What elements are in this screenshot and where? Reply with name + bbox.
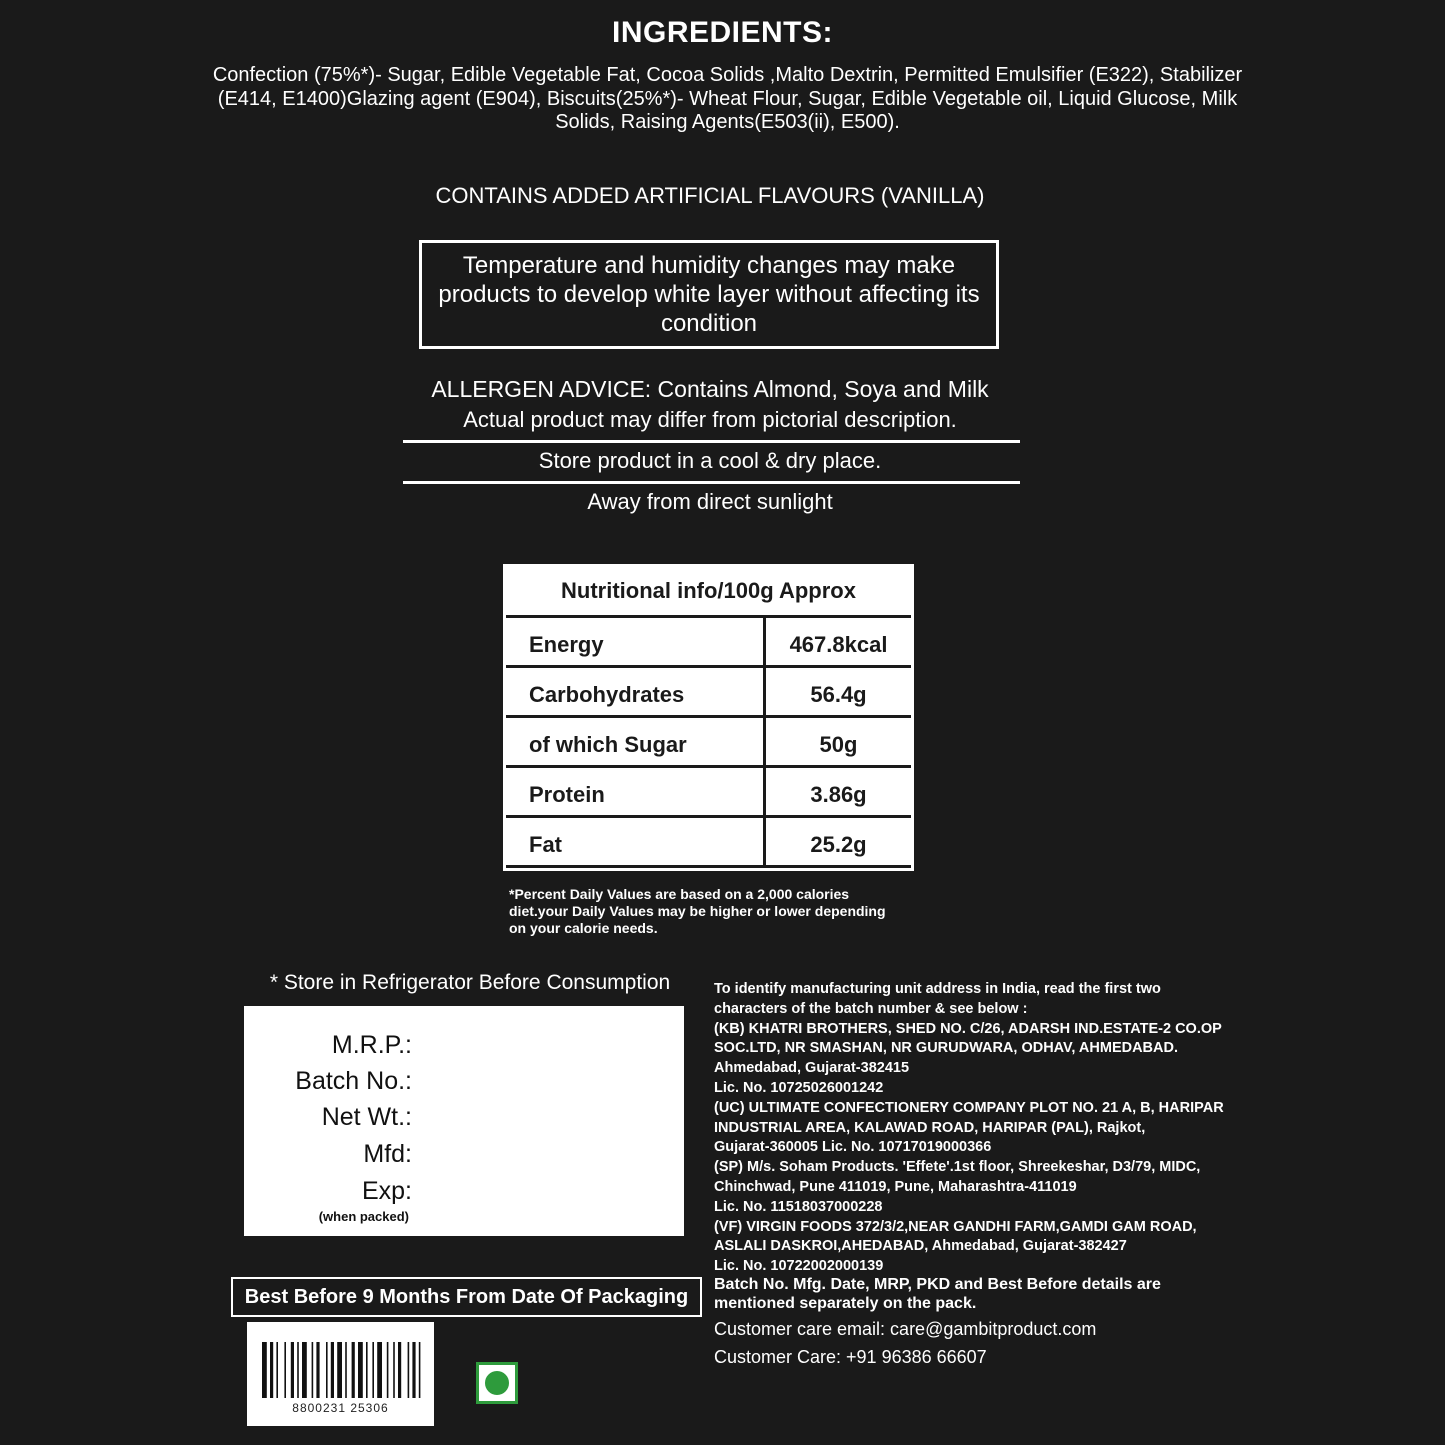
nutrition-row (506, 768, 911, 815)
best-before-text: Best Before 9 Months From Date Of Packaging (244, 1285, 689, 1308)
nutrition-row (506, 618, 911, 665)
temperature-notice-box (419, 240, 999, 349)
ingredients-text: Confection (75%*)- Sugar, Edible Vegetable Fat, Cocoa Solids ,Malto Dextrin, Permitted Emulsifier (E322), Stabilizer (E414, E1400)Glazing agent (E904), Biscuits(25%*)- Wheat Flour, Sugar, Edible Vegetable oil, Liquid Glucose, Milk Solids, Raising Agents(E503(ii), E500). (212, 64, 1243, 133)
nutrition-table-header: Nutritional info/100g Approx (506, 567, 911, 615)
manufacturer-line: SOC.LTD, NR SMASHAN, NR GURUDWARA, ODHAV, AHMEDABAD. (714, 1040, 1178, 1057)
nutrition-row (506, 718, 911, 765)
nutrition-row (506, 668, 911, 715)
nutrient-label: of which Sugar (506, 718, 763, 765)
manufacturer-line: Lic. No. 11518037000228 (714, 1198, 883, 1215)
batch-details-note: Batch No. Mfg. Date, MRP, PKD and Best Before details are mentioned separately on the pack. (714, 1276, 1161, 1312)
batch-number-label: Batch No.: (295, 1067, 412, 1095)
manufacturer-line: Ahmedabad, Gujarat-382415 (714, 1060, 910, 1077)
manufacturer-line: To identify manufacturing unit address in India, read the first two (714, 981, 1161, 997)
manufacturer-line: ASLALI DASKROI,AHEDABAD, Ahmedabad, Gujarat-382427 (714, 1238, 1127, 1255)
allergen-advice: ALLERGEN ADVICE: Contains Almond, Soya and Milk (431, 376, 989, 402)
manufactured-date-label: Mfd: (363, 1140, 412, 1168)
flavours-notice: CONTAINS ADDED ARTIFICIAL FLAVOURS (VANILLA) (435, 183, 985, 208)
pictorial-disclaimer: Actual product may differ from pictorial description. (463, 407, 957, 432)
nutrient-label: Carbohydrates (506, 668, 763, 715)
daily-values-note-line: diet.your Daily Values may be higher or lower depending (509, 903, 886, 919)
veg-dot (483, 1369, 511, 1397)
manufacturer-line: characters of the batch number & see below : (714, 1000, 1028, 1017)
divider (403, 440, 1020, 443)
veg-symbol-icon (476, 1362, 518, 1404)
nutrition-row (506, 818, 911, 865)
storage-instruction: Store product in a cool & dry place. (538, 448, 882, 473)
manufacturer-line: Chinchwad, Pune 411019, Pune, Maharashtra-411019 (714, 1178, 1077, 1195)
customer-care-phone[interactable]: Customer Care: +91 96386 66607 (714, 1347, 987, 1367)
nutrient-value: 3.86g (766, 768, 911, 815)
ingredients-title: INGREDIENTS: (611, 16, 833, 49)
net-weight-label: Net Wt.: (321, 1103, 412, 1131)
packing-details-box (244, 1006, 684, 1236)
mrp-label: M.R.P.: (331, 1031, 412, 1059)
daily-values-note (509, 886, 939, 937)
nutrient-value: 56.4g (766, 668, 911, 715)
best-before-box (231, 1277, 702, 1317)
nutrition-table (503, 564, 914, 871)
barcode-number: 8800231 25306 (292, 1401, 389, 1415)
nutrient-label: Protein (506, 768, 763, 815)
manufacturer-line: Gujarat-360005 Lic. No. 10717019000366 (714, 1139, 992, 1156)
refrigerator-instruction: * Store in Refrigerator Before Consumption (269, 971, 671, 994)
customer-care-email[interactable]: Customer care email: care@gambitproduct.com (714, 1319, 1097, 1339)
sunlight-instruction: Away from direct sunlight (587, 489, 833, 514)
when-packed-note: (when packed) (318, 1209, 409, 1224)
manufacturer-line: (KB) KHATRI BROTHERS, SHED NO. C/26, ADARSH IND.ESTATE-2 CO.OP (714, 1020, 1222, 1037)
nutrient-value: 50g (766, 718, 911, 765)
expiry-date-label: Exp: (361, 1177, 412, 1205)
manufacturer-line: Lic. No. 10722002000139 (714, 1258, 884, 1275)
nutrient-value: 467.8kcal (766, 618, 911, 665)
manufacturer-info (714, 980, 1234, 1277)
barcode (247, 1322, 434, 1426)
daily-values-note-line: *Percent Daily Values are based on a 2,000 calories (509, 886, 850, 902)
divider (403, 481, 1020, 484)
manufacturer-line: Lic. No. 10725026001242 (714, 1079, 884, 1096)
nutrient-label: Fat (506, 818, 763, 865)
daily-values-note-line: on your calorie needs. (509, 920, 658, 936)
temperature-notice-text: Temperature and humidity changes may make products to develop white layer without affecting its condition (438, 252, 980, 337)
nutrient-value: 25.2g (766, 818, 911, 865)
nutrient-label: Energy (506, 618, 763, 665)
manufacturer-line: (UC) ULTIMATE CONFECTIONERY COMPANY PLOT NO. 21 A, B, HARIPAR (714, 1099, 1224, 1116)
manufacturer-line: (VF) VIRGIN FOODS 372/3/2,NEAR GANDHI FARM,GAMDI GAM ROAD, (714, 1218, 1197, 1235)
manufacturer-line: (SP) M/s. Soham Products. 'Effete'.1st floor, Shreekeshar, D3/79, MIDC, (714, 1159, 1201, 1176)
manufacturer-line: INDUSTRIAL AREA, KALAWAD ROAD, HARIPAR (PAL), Rajkot, (714, 1119, 1146, 1136)
